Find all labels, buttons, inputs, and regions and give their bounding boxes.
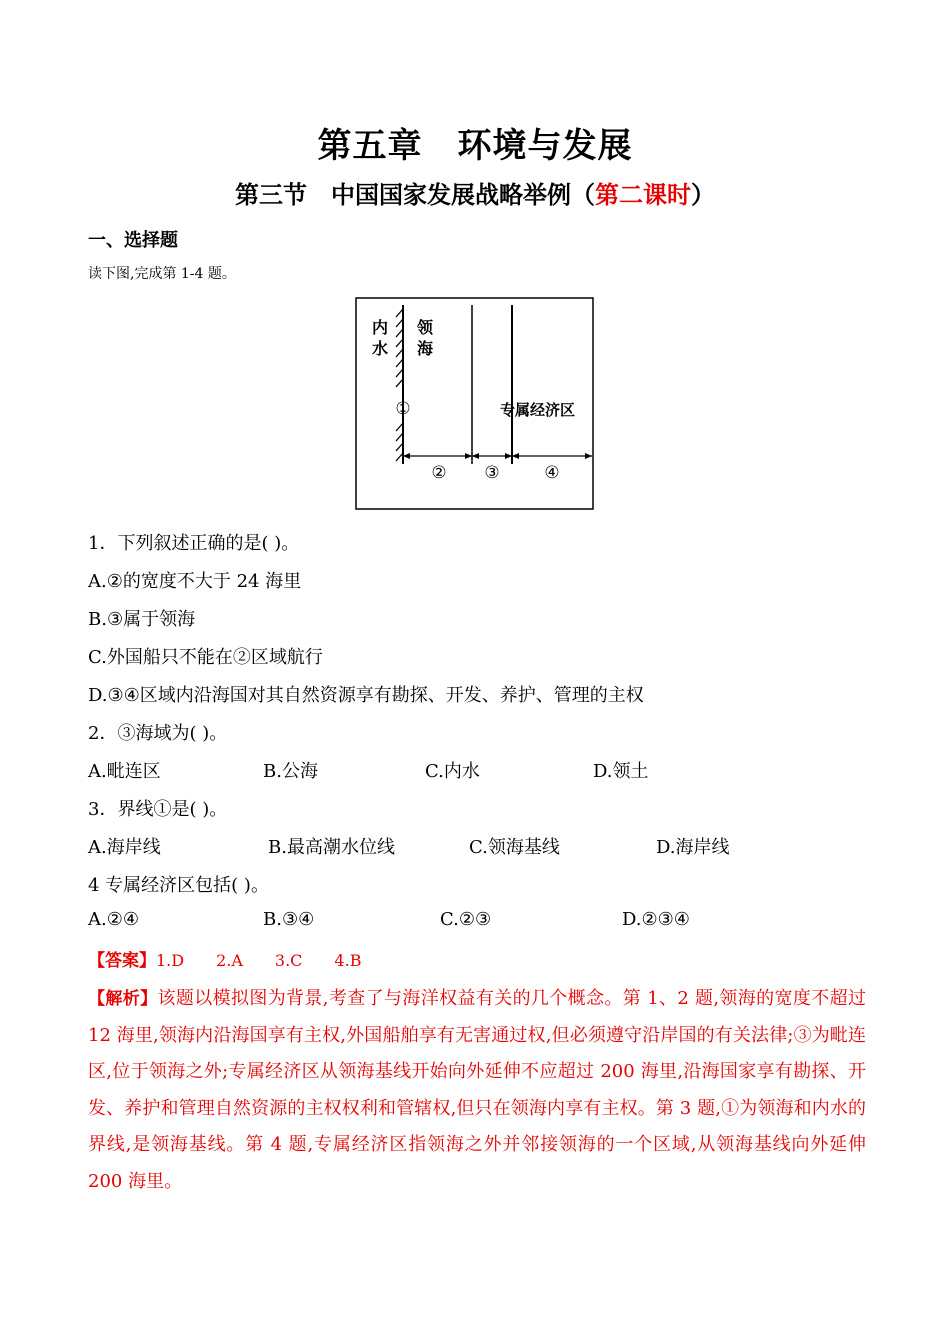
q2-stem: 2．③海域为( )。 <box>88 723 228 744</box>
analysis-text: 该题以模拟图为背景,考查了与海洋权益有关的几个概念。第 1、2 题,领海的宽度不超过 12 海里,领海内沿海国享有主权,外国船舶享有无害通过权,但必须遵守沿岸国的有关法律;③为毗连区,位于领海之外;专属经济区从领海基线开始向外延伸不应超过 200 海里,沿海国家享有勘探、开发、养护和管理自然资源的主权权利和管辖权,但只在领海内享有主权。第 3 题,①为领海和内水的界线,是领海基线。第 4 题,专属经济区指领海之外并邻接领海的一个区域,从领海基线向外延伸 200 海里。 <box>88 988 867 1192</box>
q4-stem: 4 专属经济区包括( )。 <box>88 875 269 896</box>
q1-option-c: C.外国船只不能在②区域航行 <box>88 647 323 668</box>
intro-text: 读下图,完成第 1-4 题。 <box>88 266 236 282</box>
label-circle-2: ② <box>431 463 447 483</box>
chapter-title: 第五章 环境与发展 <box>317 126 633 166</box>
section-subtitle <box>0 175 950 210</box>
q1-option-d: D.③④区域内沿海国对其自然资源享有勘探、开发、养护、管理的主权 <box>88 685 644 706</box>
q4-option-a: A.②④ <box>88 909 139 930</box>
answer-tag: 【答案】 <box>88 951 156 971</box>
q2-option-b: B.公海 <box>263 761 318 782</box>
section-heading: 一、选择题 <box>88 230 178 251</box>
q2-option-d: D.领土 <box>593 761 649 782</box>
label-circle-3: ③ <box>484 463 500 483</box>
q3-option-c: C.领海基线 <box>469 837 560 858</box>
q4-option-b: B.③④ <box>263 909 315 930</box>
q1-option-a: A.②的宽度不大于 24 海里 <box>88 571 302 592</box>
subtitle-highlight: 第二课时 <box>595 180 691 209</box>
answer-line <box>88 946 361 971</box>
label-inner-water-2: 水 <box>372 339 389 358</box>
analysis-paragraph <box>88 981 866 1200</box>
q3-option-b: B.最高潮水位线 <box>268 837 395 858</box>
q2-option-c: C.内水 <box>425 761 480 782</box>
label-eez: 专属经济区 <box>500 401 576 419</box>
label-territorial-1: 领 <box>417 318 434 337</box>
q1-stem: 1．下列叙述正确的是( )。 <box>88 533 300 554</box>
answer-text: 1.D 2.A 3.C 4.B <box>156 951 362 970</box>
subtitle-close: ） <box>691 180 715 209</box>
label-circle-4: ④ <box>544 463 560 483</box>
q3-stem: 3．界线①是( )。 <box>88 799 228 820</box>
label-circle-1: ① <box>395 399 411 419</box>
label-territorial-2: 海 <box>417 339 434 358</box>
maritime-zones-diagram <box>355 297 595 511</box>
q3-option-a: A.海岸线 <box>88 837 161 858</box>
label-inner-water-1: 内 <box>372 318 389 337</box>
q4-option-d: D.②③④ <box>622 909 690 930</box>
q4-option-c: C.②③ <box>440 909 492 930</box>
q2-option-a: A.毗连区 <box>88 761 161 782</box>
analysis-tag: 【解析】 <box>88 989 158 1009</box>
q3-option-d: D.海岸线 <box>656 837 730 858</box>
q1-option-b: B.③属于领海 <box>88 609 196 630</box>
subtitle-main: 第三节 中国国家发展战略举例（ <box>235 180 595 209</box>
